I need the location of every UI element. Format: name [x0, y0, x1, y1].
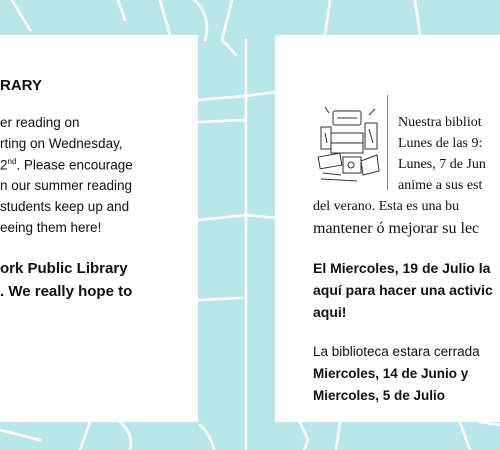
- paragraph-line: del verano. Esta es una bu: [313, 199, 460, 214]
- event-line: El Miercoles, 19 de Julio la: [313, 260, 491, 276]
- flyer-english-card: [0, 35, 198, 422]
- library-books-illustration-icon: [317, 103, 381, 187]
- paragraph-line: er reading on: [0, 115, 80, 130]
- closed-date-line: Miercoles, 5 de Julio: [313, 388, 446, 403]
- paragraph-line: students keep up and: [0, 199, 130, 214]
- paragraph-line: n our summer reading: [0, 178, 133, 193]
- paragraph-line: Nuestra bibliot: [398, 115, 482, 130]
- logo-divider: [387, 95, 388, 190]
- flyer-spanish-card: [275, 35, 500, 422]
- paragraph-line-bold: ork Public Library: [0, 260, 128, 277]
- paragraph-line-bold: . We really hope to: [0, 283, 133, 300]
- paragraph-line: Lunes de las 9:: [398, 136, 483, 151]
- closed-notice-line: La biblioteca estara cerrada: [313, 344, 480, 359]
- event-line: aquí para hacer una activic: [313, 282, 493, 298]
- paragraph-line: anime a sus est: [398, 178, 483, 193]
- paragraph-line: 2nd. Please encourage: [0, 157, 133, 173]
- paragraph-line: eeing them here!: [0, 220, 102, 235]
- paragraph-line: Lunes, 7 de Jun: [398, 157, 486, 172]
- paragraph-line: mantener ó mejorar su lec: [313, 220, 480, 237]
- event-line: aqui!: [313, 304, 347, 320]
- closed-date-line: Miercoles, 14 de Junio y: [313, 366, 469, 381]
- paragraph-line: rting on Wednesday,: [0, 136, 123, 151]
- flyer-heading: RARY: [0, 77, 42, 94]
